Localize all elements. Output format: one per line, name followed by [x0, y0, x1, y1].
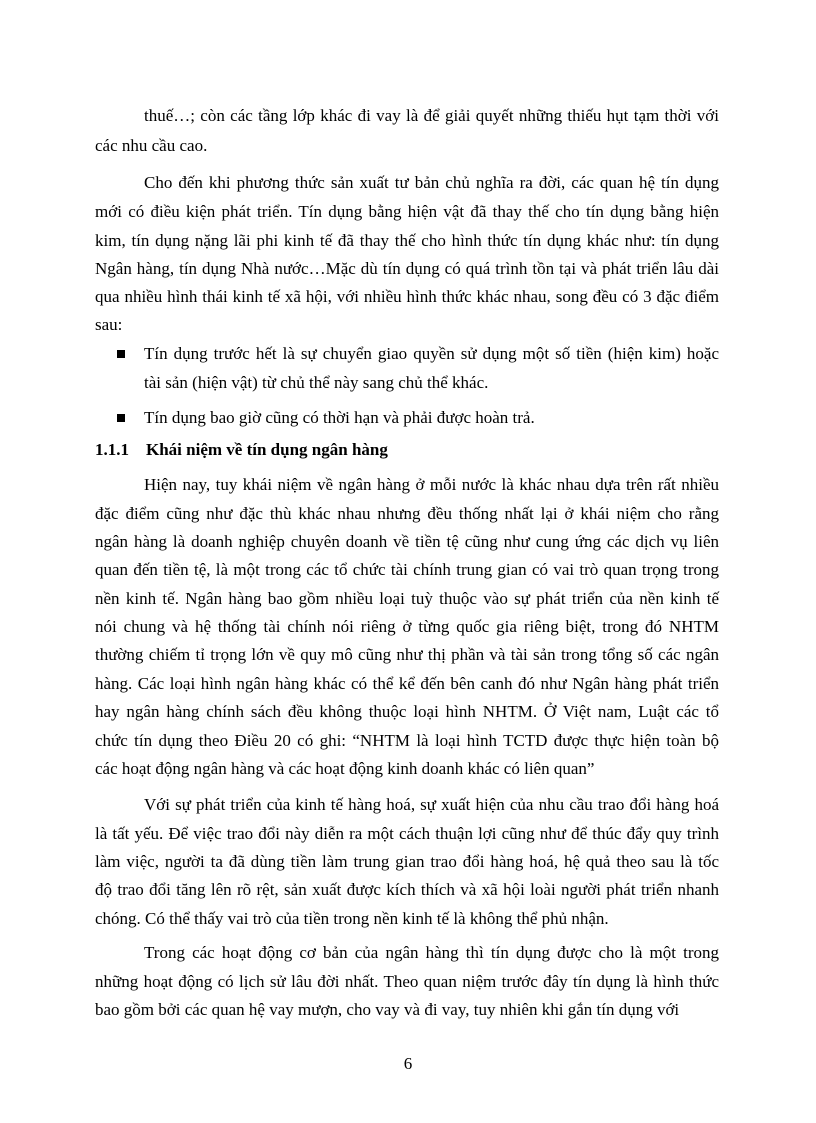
- text-line: sau:: [95, 315, 123, 334]
- text-line: độ trao đổi tăng lên rõ rệt, sản xuất được kích thích và xã hội loài người phát triển nhanh: [95, 880, 719, 899]
- text-line: kim, tín dụng nặng lãi phi kinh tế đã thay thế cho hình thức tín dụng khác như: tín dụng: [95, 231, 719, 250]
- bullet-marker: [117, 350, 125, 358]
- text-line: mới có điều kiện phát triển. Tín dụng bằng hiện vật đã thay thế cho tín dụng bằng hiện: [95, 202, 719, 221]
- text-line: Cho đến khi phương thức sản xuất tư bản chủ nghĩa ra đời, các quan hệ tín dụng: [144, 173, 719, 192]
- text-line: Hiện nay, tuy khái niệm về ngân hàng ở mỗi nước là khác nhau dựa trên rất nhiều: [144, 475, 719, 494]
- text-line: Với sự phát triển của kinh tế hàng hoá, sự xuất hiện của nhu cầu trao đổi hàng hoá: [144, 795, 719, 814]
- text-line: các nhu cầu cao.: [95, 136, 208, 155]
- list-item-text: tài sản (hiện vật) từ chủ thể này sang chủ thể khác.: [144, 373, 489, 392]
- list-item-text: Tín dụng bao giờ cũng có thời hạn và phải được hoàn trả.: [144, 408, 535, 427]
- text-line: là tất yếu. Để việc trao đổi này diễn ra một cách thuận lợi cũng như để thúc đẩy quy trình: [95, 824, 719, 843]
- text-line: chóng. Có thể thấy vai trò của tiền trong nền kinh tế là không thể phủ nhận.: [95, 909, 609, 928]
- text-line: các hoạt động ngân hàng và các hoạt động kinh doanh khác có liên quan”: [95, 759, 595, 778]
- text-line: nền kinh tế. Ngân hàng bao gồm nhiều loại tuỳ thuộc vào sự phát triển của nền kinh tế: [95, 589, 719, 608]
- section-title: Khái niệm về tín dụng ngân hàng: [146, 440, 388, 459]
- text-line: những hoạt động có lịch sử lâu đời nhất. Theo quan niệm trước đây tín dụng là hình thức: [95, 972, 719, 991]
- text-line: đặc điểm cũng như đặc thù khác nhau nhưng đều thống nhất lại ở khái niệm cho rằng: [95, 504, 719, 523]
- section-number: 1.1.1: [95, 440, 129, 459]
- text-line: bao gồm bởi các quan hệ vay mượn, cho vay và đi vay, tuy nhiên khi gắn tín dụng với: [95, 1000, 680, 1019]
- bullet-marker: [117, 414, 125, 422]
- text-line: làm việc, người ta đã dùng tiền làm trung gian trao đổi hàng hoá, hệ quả theo sau là tốc: [95, 852, 719, 871]
- text-line: hàng. Các loại hình ngân hàng khác có thể kể đến bên canh đó như Ngân hàng phát triển: [95, 674, 719, 693]
- text-line: Trong các hoạt động cơ bản của ngân hàng thì tín dụng được cho là một trong: [144, 943, 719, 962]
- text-line: thuế…; còn các tầng lớp khác đi vay là để giải quyết những thiếu hụt tạm thời với: [144, 106, 719, 125]
- text-line: thường chiếm tỉ trọng lớn về quy mô cũng như thị phần và tài sản trong tổng số các ngân: [95, 645, 719, 664]
- text-line: Ngân hàng, tín dụng Nhà nước…Mặc dù tín dụng có quá trình tồn tại và phát triển lâu dài: [95, 259, 719, 278]
- page-number: 6: [403, 1054, 413, 1073]
- list-item-text: Tín dụng trước hết là sự chuyển giao quyền sử dụng một số tiền (hiện kim) hoặc: [144, 344, 719, 363]
- text-line: nói chung và hệ thống tài chính nói riêng ở từng quốc gia riêng biệt, trong đó NHTM: [95, 617, 719, 636]
- text-line: chức tín dụng theo Điều 20 có ghi: “NHTM là loại hình TCTD được thực hiện toàn bộ: [95, 731, 719, 750]
- text-line: hay ngân hàng chính sách đều không thuộc loại hình NHTM. Ở Việt nam, Luật các tổ: [95, 702, 719, 721]
- text-line: qua nhiều hình thái kinh tế xã hội, với nhiều hình thức khác nhau, song đều có 3 đặc điểm: [95, 287, 719, 306]
- text-line: quan đến tiền tệ, là một trong các tổ chức tài chính trung gian có vai trò quan trọng trong: [95, 560, 719, 579]
- text-line: ngân hàng là doanh nghiệp chuyên doanh về tiền tệ cũng như cung ứng các dịch vụ liên: [95, 532, 719, 551]
